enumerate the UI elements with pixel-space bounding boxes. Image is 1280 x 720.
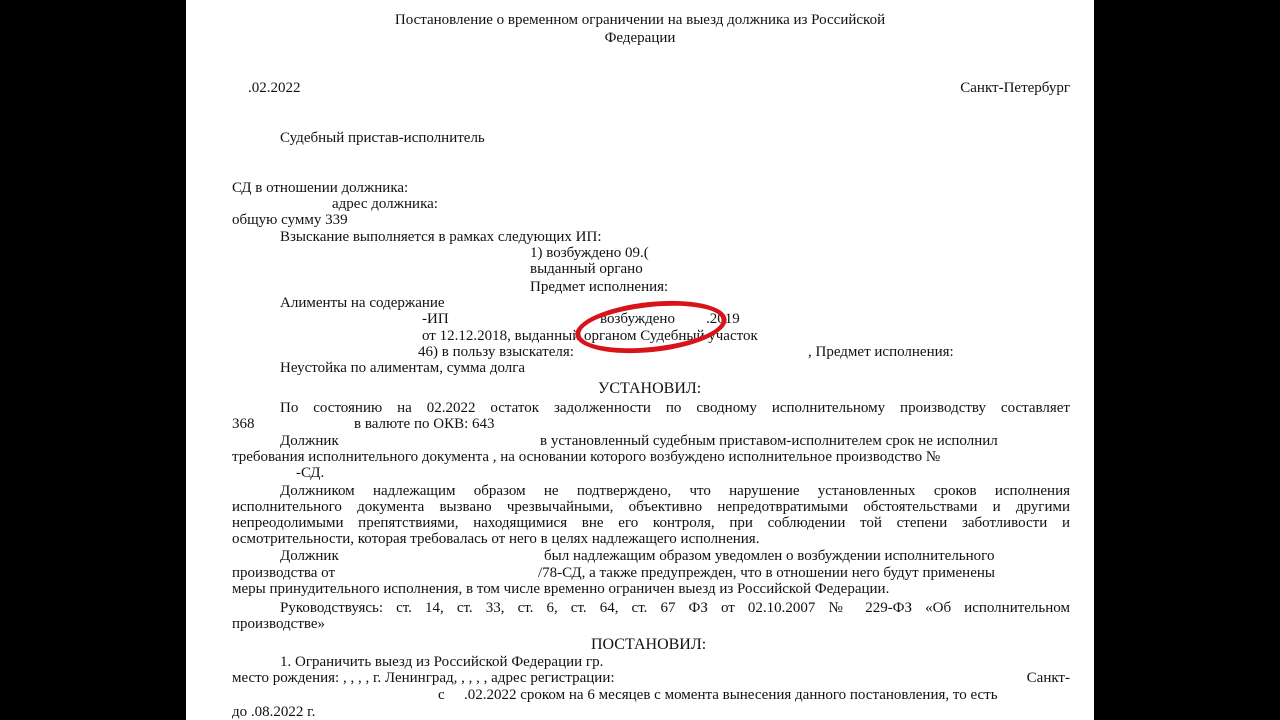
red-circle-annotation — [573, 294, 729, 360]
document-title-line2: Федерации — [604, 30, 676, 46]
p2-debtor: Должник — [280, 433, 339, 449]
ip2-started: возбуждено — [600, 311, 675, 327]
heading-resolved: ПОСТАНОВИЛ: — [591, 636, 707, 653]
p5-line1: Руководствуясь: ст. 14, ст. 33, ст. 6, ст. 64, ст. 67 ФЗ от 02.10.2007 № 229-ФЗ «Об исполнительном — [280, 600, 1070, 616]
penalty-line: Неустойка по алиментам, сумма долга — [280, 360, 526, 376]
ip2-subject: , Предмет исполнения: — [808, 344, 954, 360]
p4-line3: меры принудительного исполнения, в том числе временно ограничен выезд из Российской Федерации. — [232, 581, 890, 597]
p1-amount: 368 — [232, 416, 255, 432]
document-date: .02.2022 — [248, 80, 301, 96]
p3-line4: осмотрительности, которая требовалась от него в целях надлежащего исполнения. — [232, 531, 760, 547]
ip1-issued: выданный органо — [530, 261, 643, 277]
debtor-address: адрес должника: — [332, 196, 438, 212]
document-page — [186, 0, 1094, 720]
p4-debtor: Должник — [280, 548, 339, 564]
p4-tail: был надлежащим образом уведомлен о возбуждении исполнительного — [544, 548, 995, 564]
r1-line2a: место рождения: , , , , г. Ленинград, , , , , адрес регистрации: — [232, 670, 615, 686]
total-sum: общую сумму 339 — [232, 212, 348, 228]
ip2-claimant: 46) в пользу взыскателя: — [418, 344, 574, 360]
p2-line2: требования исполнительного документа , на основании которого возбуждено исполнительное производство № — [232, 449, 941, 465]
ip1-subject: Предмет исполнения: — [530, 279, 669, 295]
document-city: Санкт-Петербург — [960, 80, 1070, 96]
ip2-year: .2019 — [706, 311, 740, 327]
p3-line1: Должником надлежащим образом не подтверждено, что нарушение установленных сроков исполнения — [280, 483, 1070, 499]
p5-line2: производстве» — [232, 616, 326, 632]
r1-line2b: Санкт- — [1026, 670, 1070, 686]
p1-currency: в валюте по ОКВ: 643 — [354, 416, 495, 432]
officer-label: Судебный пристав-исполнитель — [280, 130, 485, 146]
r1-line1: 1. Ограничить выезд из Российской Федерации гр. — [280, 654, 604, 670]
p4-line2b: /78-СД, а также предупрежден, что в отношении него будут применены — [538, 565, 995, 581]
ip2-number: -ИП — [422, 311, 449, 327]
p3-line2: исполнительного документа вызвано чрезвычайными, объективно непредотвратимыми обстоятельствами и другими — [232, 499, 1070, 515]
p1-line1: По состоянию на 02.2022 остаток задолженности по сводному исполнительному производству составляет — [280, 400, 1070, 416]
p3-line3: непреодолимыми препятствиями, находящимися вне его контроля, при соблюдении той степени заботливости и — [232, 515, 1070, 531]
p4-line2a: производства от — [232, 565, 336, 581]
r1-line3a: с — [438, 687, 445, 703]
debtor-relation: СД в отношении должника: — [232, 180, 409, 196]
r1-line4: до .08.2022 г. — [232, 704, 316, 720]
p2-line3: -СД. — [296, 465, 325, 481]
ip2-from: от 12.12.2018, выданный органом Судебный участок — [422, 328, 758, 344]
p2-tail: в установленный судебным приставом-исполнителем срок не исполнил — [540, 433, 998, 449]
heading-established: УСТАНОВИЛ: — [598, 380, 702, 397]
alimony-line: Алименты на содержание — [280, 295, 445, 311]
recovery-line: Взыскание выполняется в рамках следующих ИП: — [280, 229, 602, 245]
document-title-line1: Постановление о временном ограничении на выезд должника из Российской — [394, 12, 886, 28]
ip1-started: 1) возбуждено 09.( — [530, 245, 649, 261]
r1-line3b: .02.2022 сроком на 6 месяцев с момента вынесения данного постановления, то есть — [464, 687, 998, 703]
